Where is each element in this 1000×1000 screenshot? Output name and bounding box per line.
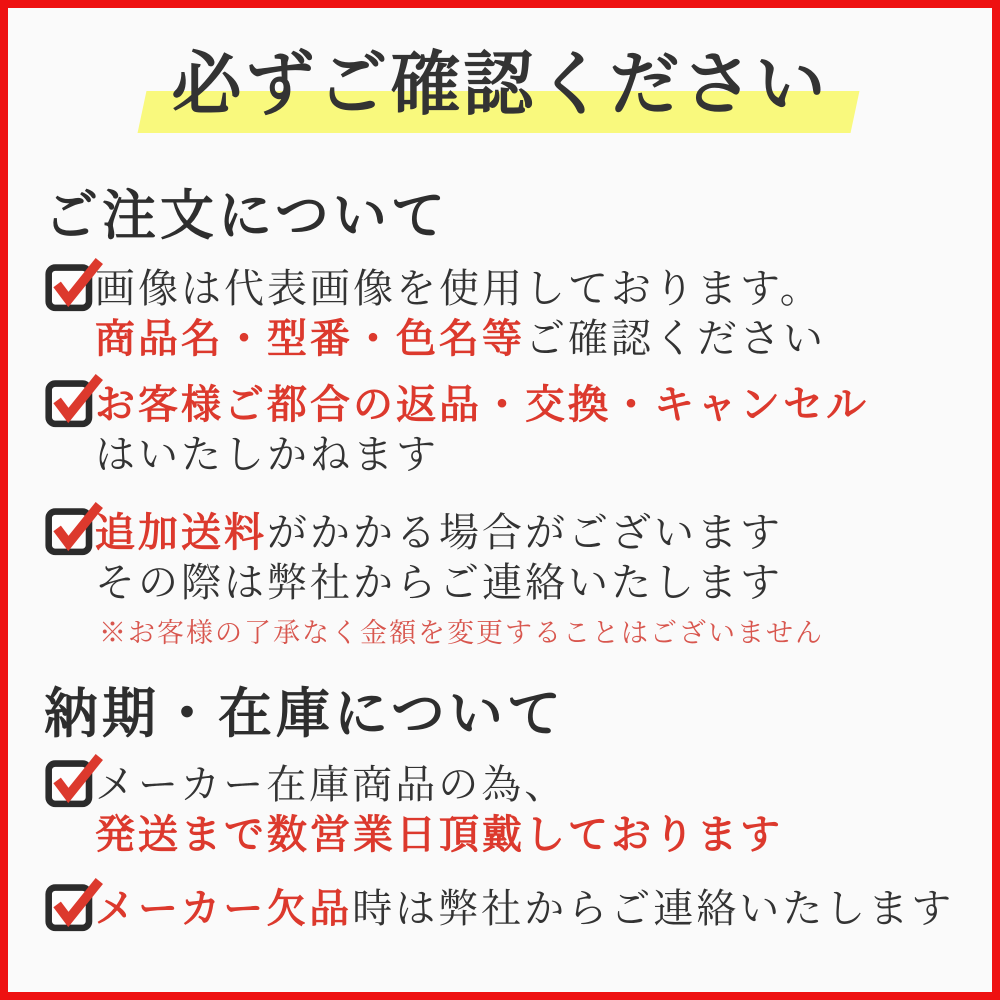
item-footnote: ※お客様の了承なく金額を変更することはございません	[99, 618, 824, 649]
checkbox-checked-icon	[44, 499, 104, 556]
section-heading-orders: ご注文について	[44, 183, 449, 247]
section-heading-stock: 納期・在庫について	[44, 681, 565, 745]
checkbox-checked-icon	[44, 875, 104, 932]
item-text-line: 画像は代表画像を使用しております。	[95, 266, 823, 312]
checkbox-checked-icon	[44, 371, 104, 428]
checklist-item-maker-out-of-stock	[44, 884, 970, 934]
item-text-segment: がかかる場合がございます	[267, 510, 783, 556]
item-text-segment: ご確認ください	[525, 316, 826, 362]
item-text-emphasis: 発送まで数営業日頂戴しております	[95, 811, 783, 858]
item-text-block	[95, 380, 970, 480]
checkbox-checked-icon	[44, 751, 104, 808]
checklist-item-no-returns	[44, 380, 970, 480]
item-text-line: その際は弊社からご連絡いたします	[95, 560, 783, 606]
item-text-emphasis: 追加送料	[95, 509, 267, 556]
item-text-line: メーカー在庫商品の為、	[95, 762, 568, 808]
item-text-block	[95, 264, 970, 364]
item-text-line	[95, 314, 970, 364]
checkbox-checked-icon	[44, 255, 104, 312]
item-text-segment: 時は弊社からご連絡いたします	[352, 886, 955, 932]
checklist-item-maker-stock	[44, 760, 970, 860]
item-text-block	[95, 884, 970, 934]
item-text-line	[95, 508, 970, 558]
item-text-line	[95, 884, 970, 934]
item-text-emphasis: メーカー欠品	[95, 885, 353, 932]
item-text-emphasis: 商品名・型番・色名等	[95, 315, 525, 362]
item-text-block	[95, 508, 970, 656]
item-text-emphasis: お客様ご都合の返品・交換・キャンセル	[95, 381, 869, 428]
page-title: 必ずご確認ください	[171, 42, 829, 125]
item-text-line: はいたしかねます	[95, 432, 439, 478]
checklist-item-representative-image	[44, 264, 970, 364]
item-text-block	[95, 760, 970, 860]
checklist-item-extra-shipping	[44, 508, 970, 656]
